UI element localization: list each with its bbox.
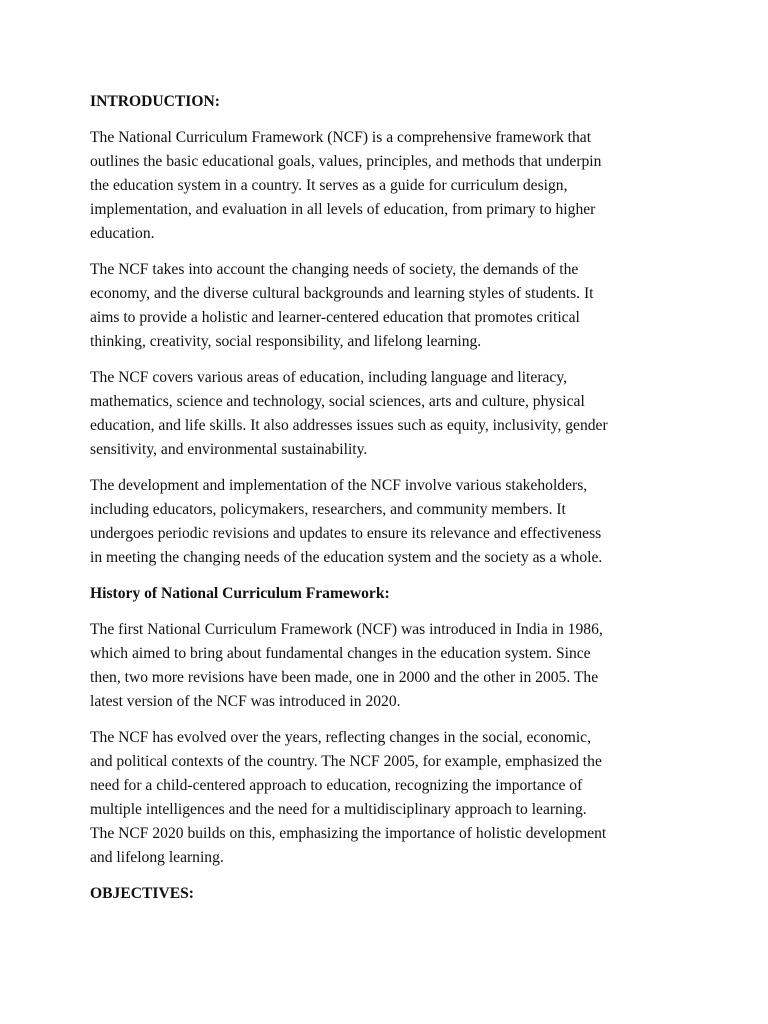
text-line: and political contexts of the country. The NCF 2005, for example, emphasized the <box>90 753 602 770</box>
text-line: History of National Curriculum Framework: <box>90 585 390 602</box>
text-line: The NCF covers various areas of education, including language and literacy, <box>90 369 568 386</box>
text-line: thinking, creativity, social responsibility, and lifelong learning. <box>90 333 482 350</box>
section-heading-introduction <box>90 90 690 114</box>
paragraph-ncf-needs <box>90 258 690 354</box>
text-line: economy, and the diverse cultural backgrounds and learning styles of students. It <box>90 285 594 302</box>
paragraph-history-first <box>90 618 690 714</box>
text-line: The NCF takes into account the changing needs of society, the demands of the <box>90 261 579 278</box>
text-line: mathematics, science and technology, social sciences, arts and culture, physical <box>90 393 585 410</box>
text-line: OBJECTIVES: <box>90 885 194 902</box>
text-line: education. <box>90 225 155 242</box>
text-line: including educators, policymakers, researchers, and community members. It <box>90 501 566 518</box>
text-line: in meeting the changing needs of the education system and the society as a whole. <box>90 549 603 566</box>
paragraph-history-evolution <box>90 726 690 870</box>
text-line: education, and life skills. It also addresses issues such as equity, inclusivity, gender <box>90 417 608 434</box>
text-line: The first National Curriculum Framework (NCF) was introduced in India in 1986, <box>90 621 603 638</box>
text-line: and lifelong learning. <box>90 849 224 866</box>
text-line: The NCF 2020 builds on this, emphasizing the importance of holistic development <box>90 825 607 842</box>
text-line: sensitivity, and environmental sustainability. <box>90 441 368 458</box>
text-line: The NCF has evolved over the years, reflecting changes in the social, economic, <box>90 729 591 746</box>
text-line: outlines the basic educational goals, values, principles, and methods that underpin <box>90 153 602 170</box>
text-line: need for a child-centered approach to education, recognizing the importance of <box>90 777 583 794</box>
text-line: aims to provide a holistic and learner-centered education that promotes critical <box>90 309 580 326</box>
document-page <box>90 90 690 918</box>
section-heading-objectives <box>90 882 690 906</box>
text-line: the education system in a country. It serves as a guide for curriculum design, <box>90 177 568 194</box>
text-line: then, two more revisions have been made, one in 2000 and the other in 2005. The <box>90 669 599 686</box>
text-line: implementation, and evaluation in all levels of education, from primary to higher <box>90 201 596 218</box>
text-line: INTRODUCTION: <box>90 93 220 110</box>
text-line: latest version of the NCF was introduced in 2020. <box>90 693 401 710</box>
section-heading-history <box>90 582 690 606</box>
text-line: multiple intelligences and the need for a multidisciplinary approach to learning. <box>90 801 587 818</box>
paragraph-ncf-definition <box>90 126 690 246</box>
text-line: The development and implementation of the NCF involve various stakeholders, <box>90 477 588 494</box>
text-line: The National Curriculum Framework (NCF) is a comprehensive framework that <box>90 129 592 146</box>
paragraph-ncf-stakeholders <box>90 474 690 570</box>
text-line: which aimed to bring about fundamental changes in the education system. Since <box>90 645 591 662</box>
text-line: undergoes periodic revisions and updates to ensure its relevance and effectiveness <box>90 525 602 542</box>
paragraph-ncf-areas <box>90 366 690 462</box>
